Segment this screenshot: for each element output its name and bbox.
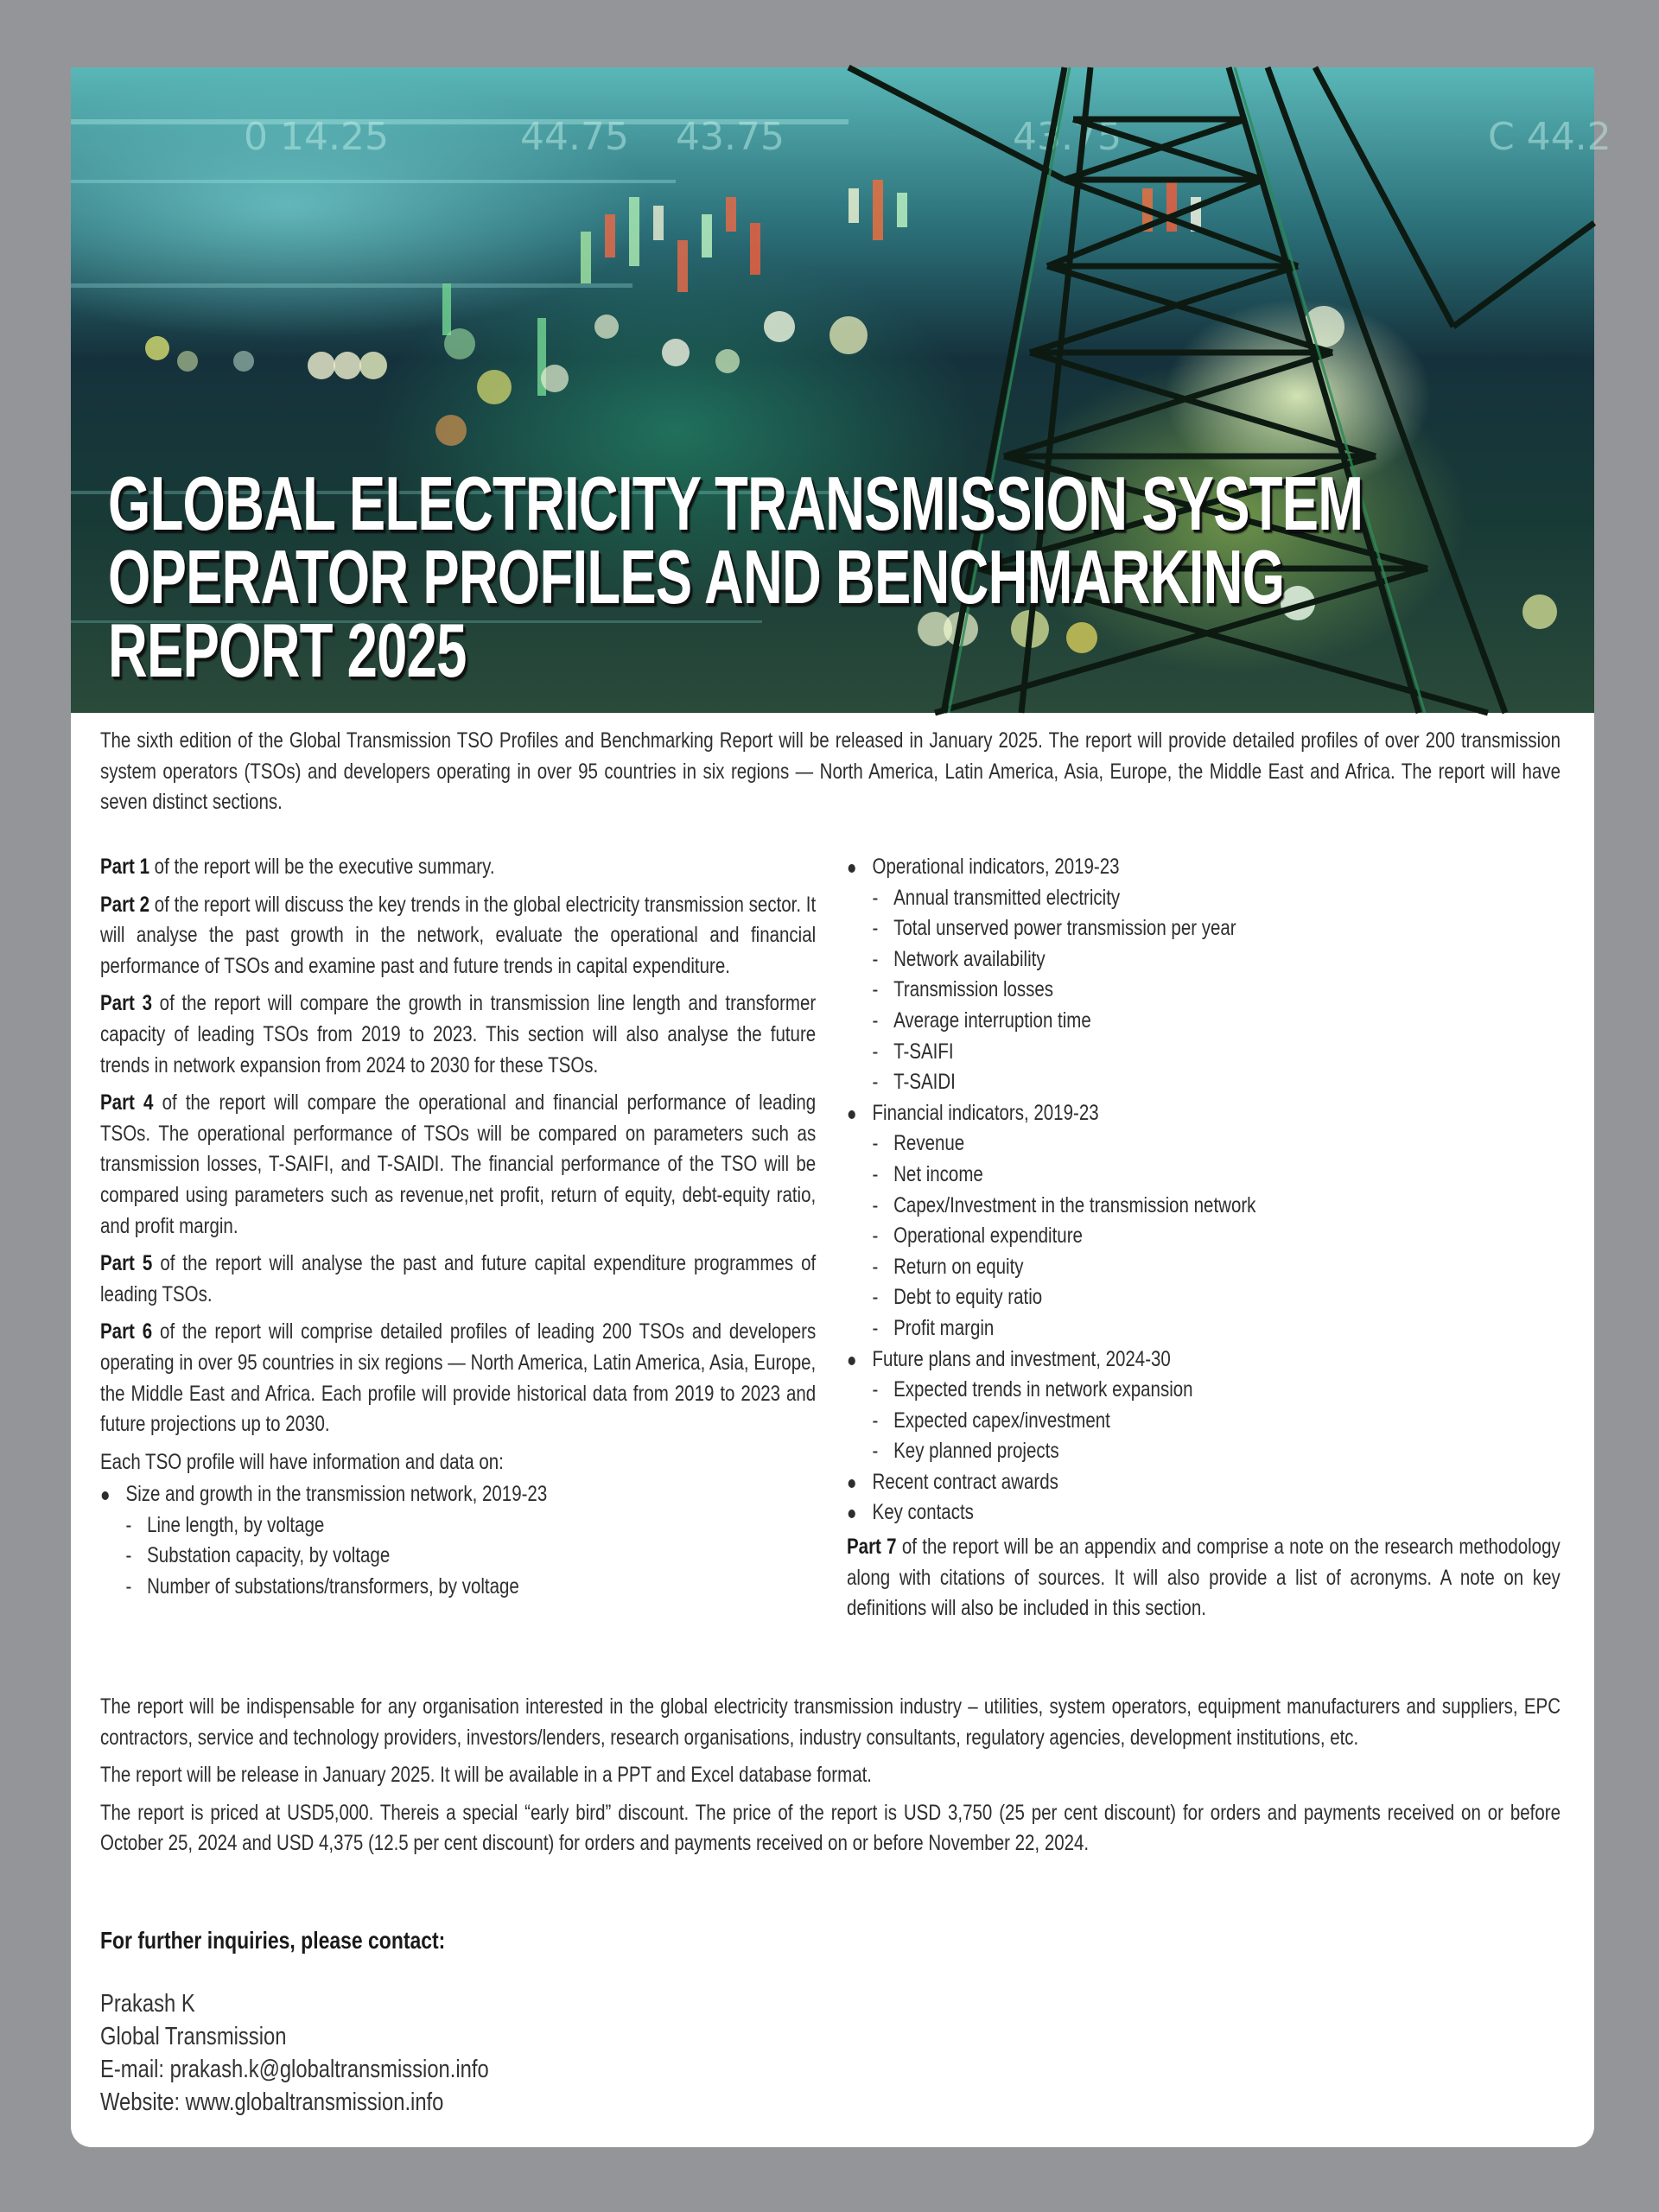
part-label: Part 6 [100, 1319, 153, 1344]
sub-item-text: Average interruption time [893, 1007, 1091, 1033]
part-label: Part 5 [100, 1251, 153, 1276]
part-text: of the report will compare the operational and financial performance of leading TSOs. The operational performance of TSOs will be compared on parameters such as transmission losses, T-SAIFI, and T-SAIDI. The financial performance of the TSO will be compared using parameters such as revenue,net profit, return of equity, debt-equity ratio, and profit margin. [100, 1090, 817, 1238]
contact-email-link[interactable]: E-mail: prakash.k@globaltransmission.info [100, 2056, 489, 2083]
intro-section [100, 726, 1560, 830]
sub-item-text: Net income [893, 1161, 983, 1186]
list-item [847, 852, 1560, 1098]
sub-item-text: Substation capacity, by voltage [147, 1543, 391, 1568]
list-item [100, 1479, 816, 1602]
sub-list-item [873, 1006, 1560, 1037]
sub-item-text: T-SAIDI [893, 1070, 956, 1095]
image-number: 0 14.25 [244, 115, 389, 159]
part-6-paragraph [100, 1317, 816, 1440]
bullet-icon [849, 1357, 855, 1365]
dash-icon: - [872, 1224, 879, 1249]
dash-icon: - [872, 1377, 879, 1402]
dash-icon: - [872, 1007, 879, 1033]
part-7-paragraph [847, 1532, 1560, 1624]
sub-list-item [873, 1313, 1560, 1344]
list-item-title: Size and growth in the transmission network, 2019-23 [125, 1482, 548, 1507]
left-column [100, 852, 816, 1751]
dash-icon: - [872, 946, 879, 971]
sub-item-text: T-SAIFI [893, 1039, 954, 1064]
dash-icon: - [872, 1192, 879, 1217]
sub-list-item [873, 913, 1560, 944]
sub-list-item [873, 883, 1560, 914]
contact-organisation: Global Transmission [100, 2023, 287, 2050]
dash-icon: - [872, 1285, 879, 1310]
sub-list-item [873, 1160, 1560, 1191]
intro-paragraph: The sixth edition of the Global Transmission TSO Profiles and Benchmarking Report will be released in January 2025. The report will provide detailed profiles of over 200 transmission system operators (TSOs) and developers operating in over 95 countries in six regions — North America, Latin America, Asia, Europe, the Middle East and Africa. The report will have seven distinct sections. [100, 728, 1561, 815]
report-title [108, 461, 1539, 693]
sub-item-text: Network availability [893, 946, 1046, 971]
sub-list [873, 1375, 1560, 1467]
sub-list-item [873, 1252, 1560, 1283]
audience-paragraph: The report will be indispensable for any organisation interested in the global electricity transmission industry – utilities, system operators, equipment manufacturers and suppliers, EPC contractors, service and technology providers, investors/lenders, research organisations, industry consultants, regulatory agencies, development institutions, etc. [100, 1694, 1561, 1750]
contact-section [100, 1925, 878, 2137]
part-text: of the report will discuss the key trends in the global electricity transmission sector. It will analyse the past growth in the network, evaluate the operational and financial performance of TSOs and examine past and future trends in capital expenditure. [100, 892, 817, 978]
contact-website-link[interactable]: Website: www.globaltransmission.info [100, 2088, 444, 2116]
report-flyer-card [71, 67, 1611, 2147]
sub-list-item [873, 1282, 1560, 1313]
part-text: of the report will be the executive summary. [149, 855, 495, 879]
list-item-title: Future plans and investment, 2024-30 [872, 1346, 1171, 1371]
part-label: Part 2 [100, 892, 150, 917]
part-text: of the report will compare the growth in transmission line length and transformer capacity of leading TSOs from 2019 to 2023. This section will also analyse the future trends in network expansion from 2024 to 2030 for these TSOs. [100, 991, 817, 1077]
release-paragraph: The report will be release in January 2025. It will be available in a PPT and Excel database format. [100, 1763, 873, 1788]
dash-icon: - [125, 1512, 132, 1537]
sub-item-text: Transmission losses [893, 977, 1054, 1002]
image-number: 43.75 [676, 115, 785, 159]
dash-icon: - [125, 1543, 132, 1568]
sub-item-text: Profit margin [893, 1315, 995, 1340]
dash-icon: - [872, 1070, 879, 1095]
sub-list-item [126, 1541, 817, 1572]
image-number: 44.75 [520, 115, 629, 159]
list-item [847, 1098, 1560, 1344]
sub-list-item [126, 1572, 817, 1603]
sub-item-text: Expected trends in network expansion [893, 1377, 1193, 1402]
dash-icon: - [872, 885, 879, 910]
bullet-icon [102, 1491, 109, 1500]
sub-item-text: Return on equity [893, 1254, 1024, 1279]
pricing-paragraph: The report is priced at USD5,000. Thereis a special “early bird” discount. The price of the report is USD 3,750 (25 per cent discount) for orders and payments received on or before October 25, 2024 and USD 4,375 (12.5 per cent discount) for orders and payments received on or before November 22, 2024. [100, 1800, 1561, 1856]
title-line: GLOBAL ELECTRICITY TRANSMISSION SYSTEM [108, 461, 1363, 546]
bullet-icon [849, 1110, 855, 1119]
sub-list-item [873, 1037, 1560, 1068]
profile-intro: Each TSO profile will have information and data on: [100, 1449, 504, 1474]
dash-icon: - [125, 1574, 132, 1599]
sub-list-item [126, 1510, 817, 1541]
part-3-paragraph [100, 988, 816, 1081]
sub-list [126, 1510, 817, 1603]
sub-item-text: Number of substations/transformers, by voltage [147, 1574, 519, 1599]
image-number: C 44.2 [1488, 115, 1611, 159]
contact-heading: For further inquiries, please contact: [100, 1927, 446, 1954]
list-item [847, 1344, 1560, 1467]
dash-icon: - [872, 1254, 879, 1279]
bullet-icon [849, 1479, 855, 1488]
part-text: of the report will be an appendix and comprise a note on the research methodology along with citations of sources. It will also provide a list of acronyms. A note on key definitions will also be included in this section. [847, 1535, 1560, 1621]
right-column [847, 852, 1560, 1716]
dash-icon: - [872, 977, 879, 1002]
part-text: of the report will comprise detailed profiles of leading 200 TSOs and developers operating in over 95 countries in six regions — North America, Latin America, Asia, Europe, the Middle East and Africa. Each profile will provide historical data from 2019 to 2023 and future projections up to 2030. [100, 1319, 817, 1437]
sub-list [873, 883, 1560, 1098]
part-1-paragraph [100, 852, 816, 883]
sub-item-text: Revenue [893, 1131, 965, 1156]
list-item-title: Operational indicators, 2019-23 [872, 855, 1120, 879]
image-number: 43.75 [1013, 115, 1122, 159]
sub-list-item [873, 975, 1560, 1006]
part-label: Part 4 [100, 1090, 154, 1116]
list-item-title: Key contacts [872, 1500, 974, 1525]
sub-item-text: Annual transmitted electricity [893, 885, 1121, 910]
dash-icon: - [872, 1439, 879, 1464]
hero-banner [71, 67, 1611, 713]
part-label: Part 1 [100, 855, 149, 879]
dash-icon: - [872, 1039, 879, 1064]
dash-icon: - [872, 1131, 879, 1156]
list-item [847, 1497, 1560, 1529]
list-item [847, 1467, 1560, 1498]
profile-list-continued [847, 852, 1560, 1529]
dash-icon: - [872, 1161, 879, 1186]
title-line: OPERATOR PROFILES AND BENCHMARKING [108, 534, 1285, 620]
sub-item-text: Expected capex/investment [893, 1408, 1110, 1433]
sub-item-text: Key planned projects [893, 1439, 1059, 1464]
list-item-title: Financial indicators, 2019-23 [872, 1100, 1099, 1125]
sub-list-item [873, 1375, 1560, 1406]
contact-name: Prakash K [100, 1990, 195, 2018]
part-4-paragraph [100, 1088, 816, 1242]
dash-icon: - [872, 1315, 879, 1340]
sub-list-item [873, 1406, 1560, 1437]
sub-list-item [873, 1436, 1560, 1467]
sub-list-item [873, 1221, 1560, 1252]
sub-list [873, 1128, 1560, 1344]
bullet-icon [849, 864, 855, 873]
profile-list [100, 1479, 816, 1602]
dash-icon: - [872, 1408, 879, 1433]
part-5-paragraph [100, 1249, 816, 1310]
sub-list-item [873, 1128, 1560, 1160]
sub-item-text: Capex/Investment in the transmission network [893, 1192, 1256, 1217]
title-line: REPORT 2025 [108, 607, 467, 693]
sub-item-text: Operational expenditure [893, 1224, 1083, 1249]
sub-list-item [873, 944, 1560, 976]
dash-icon: - [872, 916, 879, 941]
sub-item-text: Total unserved power transmission per year [893, 916, 1236, 941]
part-2-paragraph [100, 890, 816, 982]
bullet-icon [849, 1510, 855, 1518]
part-label: Part 7 [847, 1535, 897, 1560]
list-item-title: Recent contract awards [872, 1469, 1058, 1494]
sub-list-item [873, 1191, 1560, 1222]
sub-item-text: Line length, by voltage [147, 1512, 325, 1537]
sub-list-item [873, 1067, 1560, 1098]
part-label: Part 3 [100, 991, 152, 1016]
part-text: of the report will analyse the past and future capital expenditure programmes of leading TSOs. [100, 1251, 817, 1306]
sub-item-text: Debt to equity ratio [893, 1285, 1043, 1310]
